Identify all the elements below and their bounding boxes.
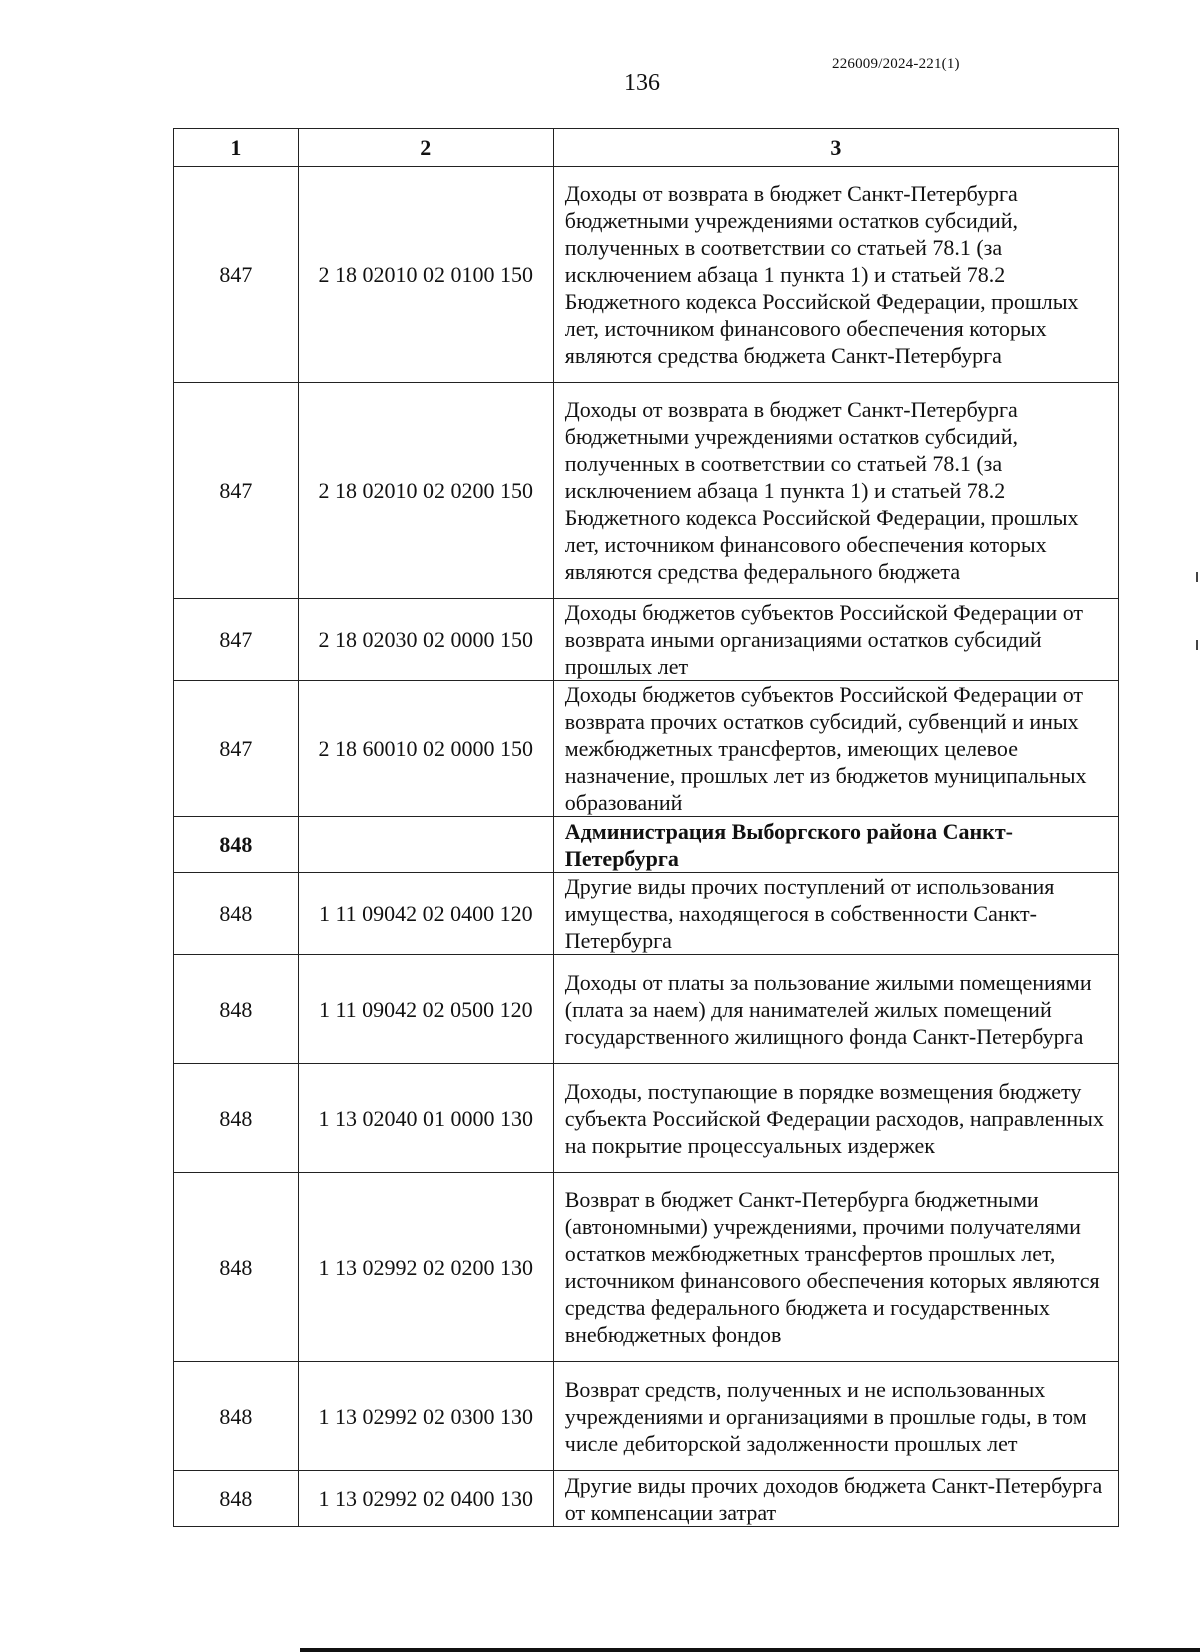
- scan-edge-mark: [1196, 572, 1198, 582]
- table-row: [174, 599, 1119, 681]
- admin-code-cell: 848: [174, 1362, 299, 1471]
- revenue-code-cell: 1 13 02992 02 0300 130: [298, 1362, 553, 1471]
- description-cell: Доходы от платы за пользование жилыми помещениями (плата за наем) для нанимателей жилых помещений государственного жилищного фонда Санкт-Петербурга: [553, 955, 1118, 1064]
- column-header-3: 3: [553, 129, 1118, 167]
- admin-code-cell: 848: [174, 873, 299, 955]
- budget-revenue-table: [173, 128, 1119, 1527]
- description-cell: Возврат в бюджет Санкт-Петербурга бюджетными (автономными) учреждениями, прочими получателями остатков межбюджетных трансфертов прошлых лет, источником финансового обеспечения которых являются средства федерального бюджета и государственных внебюджетных фондов: [553, 1173, 1118, 1362]
- table-header-row: [174, 129, 1119, 167]
- scan-bottom-edge: [300, 1648, 1200, 1652]
- table-row: [174, 1173, 1119, 1362]
- admin-code-cell: 848: [174, 1064, 299, 1173]
- revenue-code-cell: 1 11 09042 02 0500 120: [298, 955, 553, 1064]
- document-registration-number: 226009/2024-221(1): [832, 56, 960, 72]
- admin-code-cell: 847: [174, 383, 299, 599]
- description-cell: Возврат средств, полученных и не использованных учреждениями и организациями в прошлые годы, в том числе дебиторской задолженности прошлых лет: [553, 1362, 1118, 1471]
- revenue-code-cell: 1 11 09042 02 0400 120: [298, 873, 553, 955]
- revenue-code-cell: 2 18 60010 02 0000 150: [298, 681, 553, 817]
- table-row: [174, 681, 1119, 817]
- admin-code-cell: 848: [174, 1173, 299, 1362]
- column-header-1: 1: [174, 129, 299, 167]
- table-row: [174, 817, 1119, 873]
- admin-code-cell: 848: [174, 1471, 299, 1527]
- table-row: [174, 955, 1119, 1064]
- admin-code-cell: 847: [174, 167, 299, 383]
- description-cell: Другие виды прочих доходов бюджета Санкт-Петербурга от компенсации затрат: [553, 1471, 1118, 1527]
- table-row: [174, 873, 1119, 955]
- table-row: [174, 167, 1119, 383]
- description-cell: Другие виды прочих поступлений от использования имущества, находящегося в собственности Санкт-Петербурга: [553, 873, 1118, 955]
- table-row: [174, 1471, 1119, 1527]
- description-cell: Администрация Выборгского района Санкт-Петербурга: [553, 817, 1118, 873]
- description-cell: Доходы от возврата в бюджет Санкт-Петербурга бюджетными учреждениями остатков субсидий, полученных в соответствии со статьей 78.1 (за исключением абзаца 1 пункта 1) и статьей 78.2 Бюджетного кодекса Российской Федерации, прошлых лет, источником финансового обеспечения которых являются средства федерального бюджета: [553, 383, 1118, 599]
- page-number: 136: [624, 70, 660, 96]
- admin-code-cell: 847: [174, 599, 299, 681]
- scan-edge-mark: [1196, 640, 1198, 650]
- admin-code-cell: 848: [174, 817, 299, 873]
- revenue-code-cell: 2 18 02030 02 0000 150: [298, 599, 553, 681]
- table-row: [174, 1362, 1119, 1471]
- revenue-code-cell: 2 18 02010 02 0100 150: [298, 167, 553, 383]
- table-row: [174, 383, 1119, 599]
- table-row: [174, 1064, 1119, 1173]
- revenue-code-cell: 2 18 02010 02 0200 150: [298, 383, 553, 599]
- description-cell: Доходы, поступающие в порядке возмещения бюджету субъекта Российской Федерации расходов, направленных на покрытие процессуальных издержек: [553, 1064, 1118, 1173]
- revenue-code-cell: 1 13 02992 02 0400 130: [298, 1471, 553, 1527]
- description-cell: Доходы бюджетов субъектов Российской Федерации от возврата прочих остатков субсидий, субвенций и иных межбюджетных трансфертов, имеющих целевое назначение, прошлых лет из бюджетов муниципальных образований: [553, 681, 1118, 817]
- revenue-code-cell: 1 13 02992 02 0200 130: [298, 1173, 553, 1362]
- description-cell: Доходы бюджетов субъектов Российской Федерации от возврата иными организациями остатков субсидий прошлых лет: [553, 599, 1118, 681]
- revenue-code-cell: [298, 817, 553, 873]
- admin-code-cell: 848: [174, 955, 299, 1064]
- revenue-code-cell: 1 13 02040 01 0000 130: [298, 1064, 553, 1173]
- column-header-2: 2: [298, 129, 553, 167]
- admin-code-cell: 847: [174, 681, 299, 817]
- description-cell: Доходы от возврата в бюджет Санкт-Петербурга бюджетными учреждениями остатков субсидий, полученных в соответствии со статьей 78.1 (за исключением абзаца 1 пункта 1) и статьей 78.2 Бюджетного кодекса Российской Федерации, прошлых лет, источником финансового обеспечения которых являются средства бюджета Санкт-Петербурга: [553, 167, 1118, 383]
